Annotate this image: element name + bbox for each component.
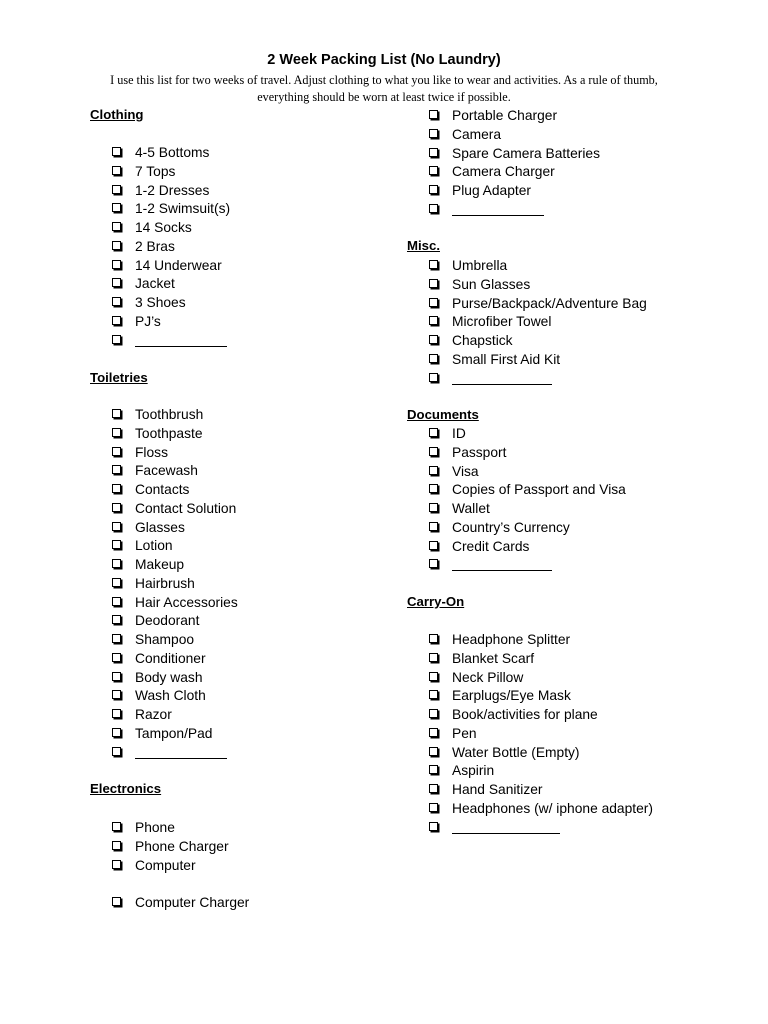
write-in-line[interactable] — [135, 758, 227, 759]
checkbox-icon[interactable] — [429, 784, 438, 793]
checklist-item-label: Conditioner — [135, 650, 206, 666]
checklist-item[interactable] — [112, 237, 175, 256]
checkbox-icon[interactable] — [112, 166, 121, 175]
checkbox-icon[interactable] — [429, 335, 438, 344]
checkbox-icon[interactable] — [112, 241, 121, 250]
checklist-item-label: Water Bottle (Empty) — [452, 744, 580, 760]
checklist-item-label: Headphones (w/ iphone adapter) — [452, 800, 653, 816]
checkbox-icon[interactable] — [429, 503, 438, 512]
checklist-item-label: Neck Pillow — [452, 669, 524, 685]
checklist-item[interactable] — [112, 181, 209, 200]
checkbox-icon[interactable] — [112, 260, 121, 269]
checklist-item[interactable] — [112, 499, 236, 518]
checklist-item[interactable] — [112, 705, 172, 724]
checklist-item[interactable] — [429, 686, 571, 705]
checklist-item[interactable] — [112, 818, 175, 837]
checklist-item-label: Credit Cards — [452, 538, 530, 554]
checkbox-icon[interactable] — [112, 203, 121, 212]
checkbox-icon[interactable] — [429, 822, 438, 831]
checklist-item[interactable] — [429, 780, 543, 799]
checkbox-icon[interactable] — [429, 541, 438, 550]
checklist-item-label: Computer Charger — [135, 895, 250, 910]
checklist-item-label: Floss — [135, 444, 168, 460]
section-heading-misc: Misc. — [407, 238, 440, 253]
checkbox-icon[interactable] — [112, 447, 121, 456]
checkbox-icon[interactable] — [429, 466, 438, 475]
checkbox-icon[interactable] — [112, 540, 121, 549]
checklist-item[interactable] — [112, 668, 203, 687]
checklist-item-label: 1-2 Swimsuit(s) — [135, 201, 231, 217]
checklist-item-label: Tampon/Pad — [135, 725, 213, 741]
checklist-item-label: 1-2 Dresses — [135, 182, 210, 198]
checklist-item-label: Shampoo — [135, 632, 195, 647]
checklist-item[interactable] — [429, 724, 477, 743]
checkbox-icon[interactable] — [112, 841, 121, 850]
section-heading-documents: Documents — [407, 407, 479, 422]
checklist-item[interactable] — [429, 125, 501, 144]
checkbox-icon[interactable] — [112, 185, 121, 194]
checkbox-icon[interactable] — [429, 765, 438, 774]
checklist-item-label: Blanket Scarf — [452, 650, 535, 666]
checklist-item-label: PJ’s — [135, 313, 161, 329]
checkbox-icon[interactable] — [429, 803, 438, 812]
checklist-item-label: Plug Adapter — [452, 183, 532, 198]
checklist-item[interactable] — [429, 144, 600, 163]
intro-text — [92, 72, 676, 106]
checklist-item-label: Wash Cloth — [135, 688, 206, 704]
checklist-item[interactable] — [429, 181, 531, 200]
checklist-item[interactable] — [112, 293, 186, 312]
checkbox-icon[interactable] — [429, 110, 438, 119]
checkbox-icon[interactable] — [112, 822, 121, 831]
checkbox-icon[interactable] — [112, 728, 121, 737]
checkbox-icon[interactable] — [112, 653, 121, 662]
checkbox-icon[interactable] — [429, 559, 438, 568]
checklist-item[interactable] — [112, 630, 194, 649]
section-heading-carry-on: Carry-On — [407, 594, 465, 609]
write-in-line[interactable] — [452, 570, 552, 571]
checklist-item-label: Umbrella — [452, 258, 508, 273]
checklist-item[interactable] — [112, 274, 175, 293]
checklist-item-label: Toothpaste — [135, 425, 203, 441]
blank-checklist-item[interactable] — [429, 555, 552, 574]
checklist-item[interactable] — [429, 350, 560, 369]
write-in-line[interactable] — [452, 215, 544, 216]
checklist-item[interactable] — [112, 686, 206, 705]
checklist-item[interactable] — [112, 536, 173, 555]
checklist-item[interactable] — [112, 143, 209, 162]
checklist-item[interactable] — [112, 461, 198, 480]
checklist-item-label: Makeup — [135, 557, 185, 572]
blank-checklist-item[interactable] — [429, 369, 552, 388]
checklist-item[interactable] — [112, 649, 206, 668]
checkbox-icon[interactable] — [112, 672, 121, 681]
checklist-item[interactable] — [429, 256, 507, 275]
checklist-item[interactable] — [112, 856, 196, 875]
checklist-item[interactable] — [112, 611, 199, 630]
checklist-item-label: Toothbrush — [135, 407, 204, 422]
checkbox-icon[interactable] — [429, 298, 438, 307]
checklist-item-label: Deodorant — [135, 613, 200, 629]
section-heading-electronics: Electronics — [90, 781, 162, 796]
checklist-item[interactable] — [112, 424, 203, 443]
checklist-item[interactable] — [112, 555, 184, 574]
checklist-item-label: Glasses — [135, 519, 185, 535]
checklist-item-label: Hair Accessories — [135, 594, 238, 610]
intro-line-1: I use this list for two weeks of travel. Adjust clothing to what you like to wear and activities. As a rule of thumb, — [110, 73, 658, 87]
intro-line-2: everything should be worn at least twice if possible. — [257, 90, 511, 104]
checkbox-icon[interactable] — [112, 316, 121, 325]
checklist-item-label: Lotion — [135, 538, 173, 554]
write-in-line[interactable] — [135, 346, 227, 347]
checklist-item[interactable] — [429, 443, 506, 462]
checklist-item-label: Facewash — [135, 463, 198, 479]
checkbox-icon[interactable] — [112, 522, 121, 531]
checkbox-icon[interactable] — [429, 279, 438, 288]
checklist-item-label: 14 Underwear — [135, 257, 222, 273]
checkbox-icon[interactable] — [429, 709, 438, 718]
checkbox-icon[interactable] — [112, 897, 121, 906]
checklist-item[interactable] — [112, 837, 229, 856]
checklist-item[interactable] — [112, 574, 195, 593]
checklist-item-label: Wallet — [452, 501, 490, 516]
checklist-item-label: Copies of Passport and Visa — [452, 482, 626, 498]
blank-checklist-item[interactable] — [429, 200, 544, 219]
checklist-item-label: Camera — [452, 126, 502, 142]
checklist-item[interactable] — [429, 424, 466, 443]
checklist-item[interactable] — [429, 537, 529, 556]
checklist-item[interactable] — [112, 724, 212, 743]
checklist-item-label: Contact Solution — [135, 500, 237, 516]
checkbox-icon[interactable] — [429, 428, 438, 437]
checklist-item-label: 14 Socks — [135, 220, 192, 235]
checkbox-icon[interactable] — [112, 503, 121, 512]
checklist-item[interactable] — [429, 799, 653, 818]
checklist-item-label: Headphone Splitter — [452, 632, 571, 647]
checklist-item[interactable] — [429, 630, 570, 649]
checklist-item-label: Camera Charger — [452, 164, 555, 180]
checkbox-icon[interactable] — [112, 297, 121, 306]
checkbox-icon[interactable] — [429, 129, 438, 138]
checkbox-icon[interactable] — [112, 484, 121, 493]
checklist-item[interactable] — [112, 480, 189, 499]
checkbox-icon[interactable] — [112, 409, 121, 418]
checklist-item[interactable] — [429, 499, 490, 518]
checklist-item-label: Visa — [452, 463, 479, 479]
checklist-item[interactable] — [112, 518, 185, 537]
checklist-item-label: Country’s Currency — [452, 519, 570, 535]
checklist-item[interactable] — [112, 593, 238, 612]
checklist-item[interactable] — [429, 668, 523, 687]
section-heading-toiletries: Toiletries — [90, 370, 148, 385]
checklist-item-label: Pen — [452, 725, 477, 741]
checkbox-icon[interactable] — [429, 185, 438, 194]
checkbox-icon[interactable] — [429, 747, 438, 756]
checklist-item[interactable] — [429, 705, 598, 724]
checklist-item-label: Passport — [452, 444, 507, 460]
checklist-item[interactable] — [112, 256, 222, 275]
checkbox-icon[interactable] — [112, 690, 121, 699]
blank-checklist-item[interactable] — [112, 743, 227, 762]
checklist-item-label: Microfiber Towel — [452, 314, 552, 330]
checklist-item-label: Phone — [135, 820, 175, 835]
blank-checklist-item[interactable] — [112, 331, 227, 350]
write-in-line[interactable] — [452, 384, 552, 385]
checkbox-icon[interactable] — [429, 148, 438, 157]
page-title: 2 Week Packing List (No Laundry) — [267, 52, 501, 68]
checklist-item-label: Jacket — [135, 276, 175, 292]
checkbox-icon[interactable] — [429, 354, 438, 363]
checklist-item-label: 7 Tops — [135, 163, 176, 179]
checklist-item[interactable] — [112, 218, 192, 237]
checklist-item[interactable] — [112, 893, 249, 912]
checkbox-icon[interactable] — [112, 465, 121, 474]
checklist-item[interactable] — [429, 480, 626, 499]
checklist-item-label: Earplugs/Eye Mask — [452, 688, 571, 704]
checklist-item[interactable] — [112, 443, 168, 462]
checkbox-icon[interactable] — [112, 634, 121, 643]
checklist-item-label: Phone Charger — [135, 839, 229, 854]
checklist-item[interactable] — [429, 649, 534, 668]
checkbox-icon[interactable] — [112, 335, 121, 344]
checklist-item[interactable] — [429, 162, 555, 181]
checklist-item[interactable] — [112, 199, 230, 218]
checklist-item-label: 2 Bras — [135, 238, 175, 254]
blank-checklist-item[interactable] — [429, 818, 560, 837]
checkbox-icon[interactable] — [112, 559, 121, 568]
checkbox-icon[interactable] — [429, 690, 438, 699]
checkbox-icon[interactable] — [112, 860, 121, 869]
checklist-item[interactable] — [429, 275, 530, 294]
checklist-item-label: Chapstick — [452, 333, 513, 348]
checkbox-icon[interactable] — [112, 597, 121, 606]
checklist-item[interactable] — [429, 312, 551, 331]
checkbox-icon[interactable] — [112, 147, 121, 156]
checklist-item-label: Razor — [135, 707, 172, 722]
checklist-item-label: ID — [452, 426, 466, 441]
checkbox-icon[interactable] — [429, 166, 438, 175]
checklist-item[interactable] — [112, 162, 175, 181]
checklist-item-label: Small First Aid Kit — [452, 351, 561, 367]
checkbox-icon[interactable] — [429, 484, 438, 493]
checklist-item-label: Portable Charger — [452, 108, 558, 123]
checkbox-icon[interactable] — [112, 428, 121, 437]
checkbox-icon[interactable] — [429, 522, 438, 531]
checklist-item-label: Contacts — [135, 482, 190, 497]
checklist-item[interactable] — [429, 761, 494, 780]
checklist-item-label: Aspirin — [452, 763, 495, 779]
checklist-item-label: Spare Camera Batteries — [452, 145, 600, 161]
checkbox-icon[interactable] — [429, 653, 438, 662]
checklist-item[interactable] — [429, 294, 647, 313]
checklist-item-label: 4-5 Bottoms — [135, 145, 210, 160]
checkbox-icon[interactable] — [112, 578, 121, 587]
checkbox-icon[interactable] — [429, 447, 438, 456]
section-heading-clothing: Clothing — [90, 107, 144, 122]
checklist-item[interactable] — [429, 106, 557, 125]
checklist-item[interactable] — [429, 743, 580, 762]
checkbox-icon[interactable] — [112, 747, 121, 756]
checkbox-icon[interactable] — [112, 278, 121, 287]
checklist-item-label: 3 Shoes — [135, 295, 186, 310]
checklist-item-label: Computer — [135, 858, 196, 873]
checklist-item[interactable] — [429, 331, 513, 350]
checkbox-icon[interactable] — [112, 709, 121, 718]
checklist-item-label: Hand Sanitizer — [452, 782, 543, 797]
checklist-item-label: Book/activities for plane — [452, 707, 598, 722]
checklist-item[interactable] — [112, 405, 203, 424]
checklist-item-label: Hairbrush — [135, 575, 195, 591]
checkbox-icon[interactable] — [429, 728, 438, 737]
checklist-item[interactable] — [429, 462, 479, 481]
checklist-item-label: Purse/Backpack/Adventure Bag — [452, 295, 647, 311]
checkbox-icon[interactable] — [112, 222, 121, 231]
checklist-item-label: Sun Glasses — [452, 276, 531, 292]
checklist-item[interactable] — [112, 312, 161, 331]
checkbox-icon[interactable] — [429, 373, 438, 382]
checkbox-icon[interactable] — [429, 204, 438, 213]
checklist-item[interactable] — [429, 518, 570, 537]
checkbox-icon[interactable] — [112, 615, 121, 624]
write-in-line[interactable] — [452, 833, 560, 834]
checkbox-icon[interactable] — [429, 260, 438, 269]
checkbox-icon[interactable] — [429, 634, 438, 643]
checkbox-icon[interactable] — [429, 672, 438, 681]
checklist-item-label: Body wash — [135, 669, 203, 685]
checkbox-icon[interactable] — [429, 316, 438, 325]
